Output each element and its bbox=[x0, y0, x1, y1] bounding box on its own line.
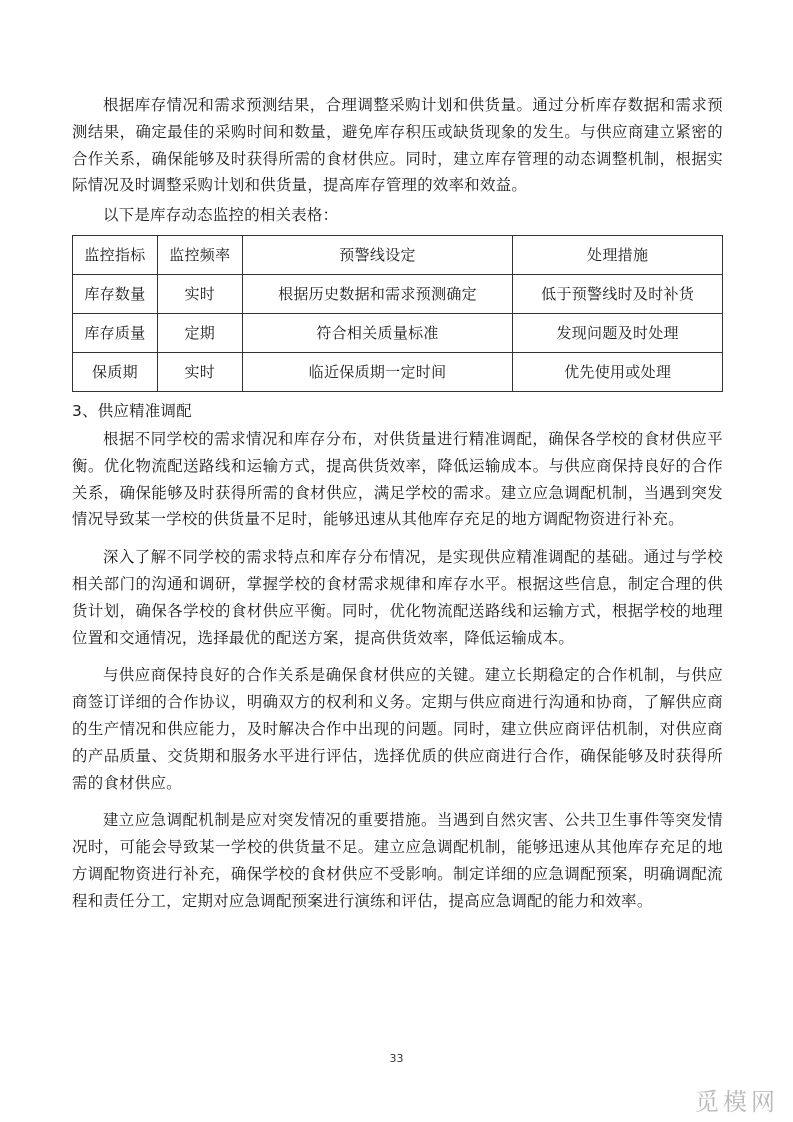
table-row bbox=[73, 352, 723, 391]
table-header-row bbox=[73, 235, 723, 274]
table-cell: 实时 bbox=[157, 274, 242, 313]
watermark: 觅模网 bbox=[695, 1088, 779, 1116]
table-cell: 低于预警线时及时补货 bbox=[513, 274, 723, 313]
table-header-cell: 监控频率 bbox=[157, 235, 242, 274]
table-cell: 符合相关质量标准 bbox=[242, 313, 513, 352]
page-number: 33 bbox=[389, 1052, 404, 1065]
section-heading: 3、供应精准调配 bbox=[72, 401, 192, 420]
table-header-cell: 预警线设定 bbox=[242, 235, 513, 274]
document-body bbox=[72, 92, 723, 926]
table-cell: 发现问题及时处理 bbox=[513, 313, 723, 352]
table-cell: 定期 bbox=[157, 313, 242, 352]
table-cell: 实时 bbox=[157, 352, 242, 391]
paragraph: 与供应商保持良好的合作关系是确保食材供应的关键。建立长期稳定的合作机制，与供应商签订详细的合作协议，明确双方的权利和义务。定期与供应商进行沟通和协商，了解供应商的生产情况和供应能力，及时解决合作中出现的问题。同时，建立供应商评估机制，对供应商的产品质量、交货期和服务水平进行评估，选择优质的供应商进行合作，确保能够及时获得所需的食材供应。 bbox=[72, 666, 723, 792]
table-cell: 库存质量 bbox=[73, 313, 158, 352]
inventory-monitor-table bbox=[72, 235, 723, 392]
table-header-cell: 处理措施 bbox=[513, 235, 723, 274]
paragraph: 根据不同学校的需求情况和库存分布，对供货量进行精准调配，确保各学校的食材供应平衡。优化物流配送路线和运输方式，提高供货效率，降低运输成本。与供应商保持良好的合作关系，确保能够及时获得所需的食材供应，满足学校的需求。建立应急调配机制，当遇到突发情况导致某一学校的供货量不足时，能够迅速从其他库存充足的地方调配物资进行补充。 bbox=[72, 429, 723, 529]
table-cell: 临近保质期一定时间 bbox=[242, 352, 513, 391]
table-intro: 以下是库存动态监控的相关表格： bbox=[103, 206, 339, 225]
paragraph: 深入了解不同学校的需求特点和库存分布情况，是实现供应精准调配的基础。通过与学校相关部门的沟通和调研，掌握学校的食材需求规律和库存水平。根据这些信息，制定合理的供货计划，确保各学校的食材供应平衡。同时，优化物流配送路线和运输方式，根据学校的地理位置和交通情况，选择最优的配送方案，提高供货效率，降低运输成本。 bbox=[72, 548, 723, 647]
table-header-cell: 监控指标 bbox=[73, 235, 158, 274]
table-cell: 保质期 bbox=[73, 352, 158, 391]
paragraph: 建立应急调配机制是应对突发情况的重要措施。当遇到自然灾害、公共卫生事件等突发情况时，可能会导致某一学校的供货量不足。建立应急调配机制，能够迅速从其他库存充足的地方调配物资进行补充，确保学校的食材供应不受影响。制定详细的应急调配预案，明确调配流程和责任分工，定期对应急调配预案进行演练和评估，提高应急调配的能力和效率。 bbox=[72, 811, 723, 910]
paragraph: 根据库存情况和需求预测结果，合理调整采购计划和供货量。通过分析库存数据和需求预测结果，确定最佳的采购时间和数量，避免库存积压或缺货现象的发生。与供应商建立紧密的合作关系，确保能够及时获得所需的食材供应。同时，建立库存管理的动态调整机制，根据实际情况及时调整采购计划和供货量，提高库存管理的效率和效益。 bbox=[72, 96, 723, 195]
table-row bbox=[73, 313, 723, 352]
table-cell: 根据历史数据和需求预测确定 bbox=[242, 274, 513, 313]
table-cell: 优先使用或处理 bbox=[513, 352, 723, 391]
table-cell: 库存数量 bbox=[73, 274, 158, 313]
table-row bbox=[73, 274, 723, 313]
